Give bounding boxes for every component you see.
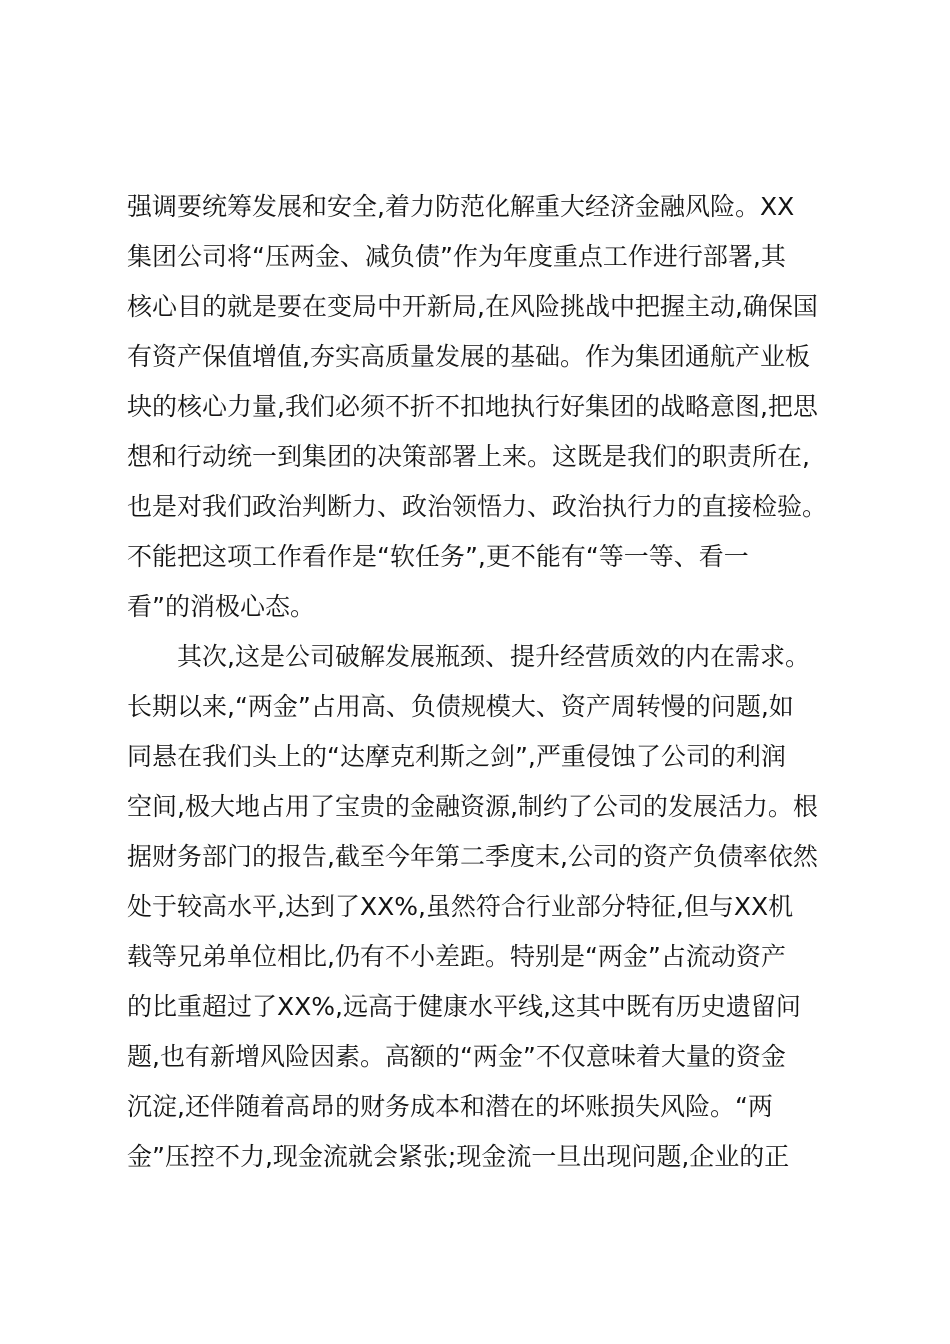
text-line: 想和行动统一到集团的决策部署上来。这既是我们的职责所在, (127, 442, 810, 471)
text-line: 的比重超过了XX%,远高于健康水平线,这其中既有历史遗留问 (127, 992, 801, 1021)
text-line: 块的核心力量,我们必须不折不扣地执行好集团的战略意图,把思 (127, 392, 818, 421)
text-line: 载等兄弟单位相比,仍有不小差距。特别是“两金”占流动资产 (127, 942, 786, 971)
text-line: 沉淀,还伴随着高昂的财务成本和潜在的坏账损失风险。“两 (127, 1092, 773, 1121)
text-line: 看”的消极心态。 (127, 592, 315, 621)
text-line: 也是对我们政治判断力、政治领悟力、政治执行力的直接检验。 (127, 492, 828, 521)
text-line: 核心目的就是要在变局中开新局,在风险挑战中把握主动,确保国 (127, 292, 818, 321)
text-line: 空间,极大地占用了宝贵的金融资源,制约了公司的发展活力。根 (127, 792, 818, 821)
body-text (127, 182, 847, 1182)
text-line: 其次,这是公司破解发展瓶颈、提升经营质效的内在需求。 (127, 642, 810, 671)
text-line: 题,也有新增风险因素。高额的“两金”不仅意味着大量的资金 (127, 1042, 786, 1071)
text-line: 处于较高水平,达到了XX%,虽然符合行业部分特征,但与XX机 (127, 892, 794, 921)
text-line: 金”压控不力,现金流就会紧张;现金流一旦出现问题,企业的正 (127, 1142, 790, 1171)
text-line: 据财务部门的报告,截至今年第二季度末,公司的资产负债率依然 (127, 842, 818, 871)
text-line: 集团公司将“压两金、减负债”作为年度重点工作进行部署,其 (127, 242, 786, 271)
text-line: 强调要统筹发展和安全,着力防范化解重大经济金融风险。XX (127, 192, 795, 221)
text-line: 不能把这项工作看作是“软任务”,更不能有“等一等、看一 (127, 542, 749, 571)
text-line: 同悬在我们头上的“达摩克利斯之剑”,严重侵蚀了公司的利润 (127, 742, 786, 771)
text-line: 有资产保值增值,夯实高质量发展的基础。作为集团通航产业板 (127, 342, 810, 371)
text-line: 长期以来,“两金”占用高、负债规模大、资产周转慢的问题,如 (127, 692, 794, 721)
